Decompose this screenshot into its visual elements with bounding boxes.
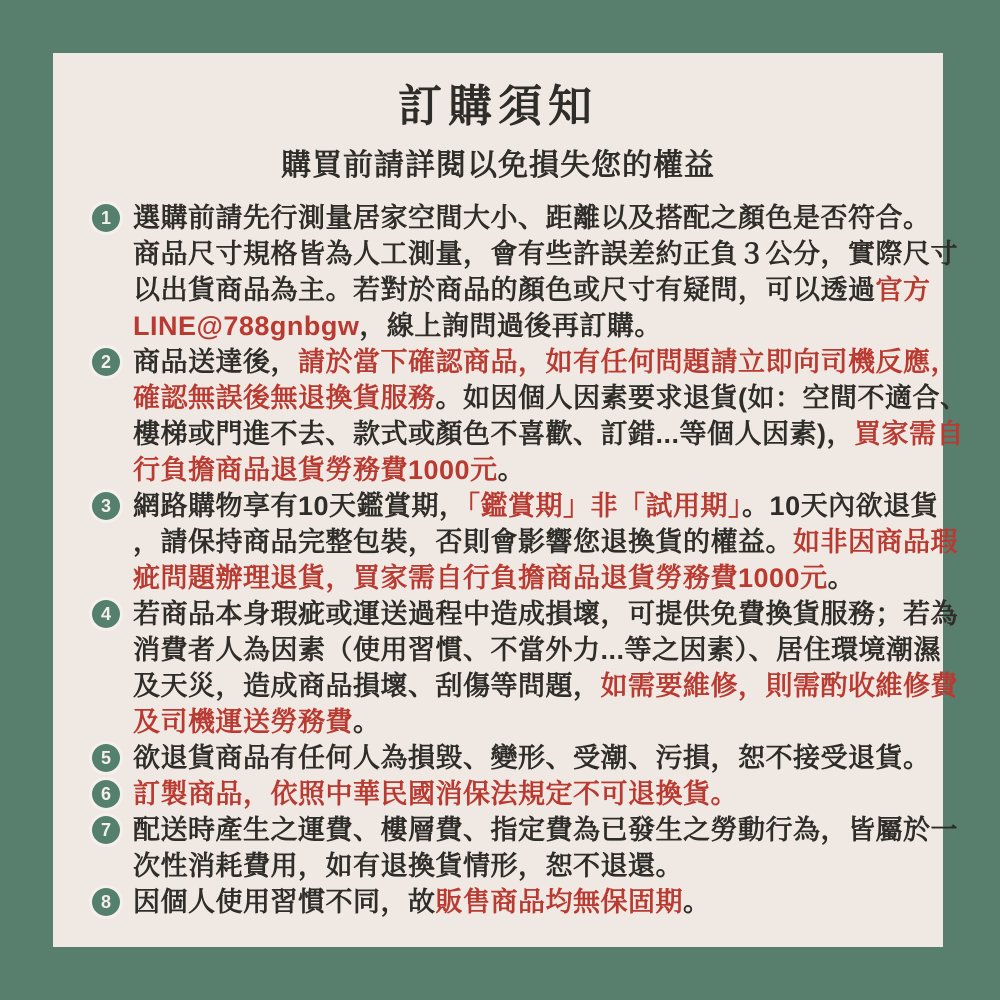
notice-text-line [133, 308, 943, 344]
notice-text-line [133, 452, 943, 488]
notice-text-line [133, 848, 943, 884]
notice-text-line [133, 236, 958, 272]
body-text: 商品送達後， [133, 347, 298, 377]
body-text: 選購前請先行測量居家空間大小、距離以及搭配之顏色是否符合。 [133, 203, 931, 233]
notice-text-line [133, 524, 958, 560]
highlighted-text: 販售商品均無保固期 [435, 887, 683, 917]
notice-item-5 [53, 740, 943, 776]
item-number-badge: 6 [92, 780, 120, 808]
highlighted-text: 及司機運送勞務費 [133, 707, 353, 737]
notice-text-line [133, 704, 943, 740]
notice-text-line [133, 560, 943, 596]
body-text: ，線上詢問過後再訂購。 [359, 311, 662, 341]
notice-text-line [133, 272, 943, 308]
notice-item-3 [53, 488, 958, 596]
notice-item-1 [53, 200, 958, 344]
notice-text-line [133, 416, 964, 452]
notice-text-line [133, 488, 943, 524]
body-text: 。如因個人因素要求退貨(如：空間不適合、 [435, 383, 968, 413]
highlighted-text: 訂製商品，依照中華民國消保法規定不可退換貨。 [133, 779, 738, 809]
body-text: 以出貨商品為主。若對於商品的顏色或尺寸有疑問，可以透過 [133, 275, 876, 305]
highlighted-text: 買家需自 [854, 419, 964, 449]
highlighted-text: 確認無誤後無退換貨服務 [133, 383, 436, 413]
notice-text-line [133, 632, 943, 668]
page-subtitle: 購買前請詳閱以免損失您的權益 [281, 149, 715, 182]
notice-text-line [133, 380, 968, 416]
body-text: 。 [827, 563, 856, 593]
highlighted-text: 如非因商品瑕 [793, 527, 958, 557]
notice-text-line [133, 812, 958, 848]
body-text: 配送時產生之運費、樓層費、指定費為已發生之勞動行為，皆屬於一 [133, 815, 958, 845]
body-text: 。 [683, 887, 711, 917]
item-number-badge: 3 [92, 492, 120, 520]
notice-text-line [133, 776, 943, 812]
item-number-badge: 2 [92, 348, 120, 376]
item-number-badge: 7 [92, 816, 120, 844]
page-title: 訂購須知 [398, 82, 598, 131]
highlighted-text: LINE@788gnbgw [133, 311, 360, 341]
body-text: 商品尺寸規格皆為人工測量，會有些許誤差約正負３公分，實際尺寸 [133, 239, 958, 269]
notice-text-line [133, 884, 943, 920]
notice-text-line [133, 344, 958, 380]
body-text: 因個人使用習慣不同，故 [133, 887, 436, 917]
notice-item-6 [53, 776, 943, 812]
item-number-badge: 8 [92, 888, 120, 916]
body-text: 網路購物享有10天鑑賞期， [133, 491, 467, 521]
highlighted-text: 請於當下確認商品，如有任何問題請立即向司機反應， [298, 347, 958, 377]
highlighted-text: 如需要維修，則需酌收維修費 [600, 671, 958, 701]
body-text: 及天災，造成商品損壞、刮傷等問題， [133, 671, 601, 701]
body-text: 欲退貨商品有任何人為損毀、變形、受潮、污損，恕不接受退貨。 [133, 743, 931, 773]
body-text: 消費者人為因素（使用習慣、不當外力...等之因素）、居住環境潮濕 [133, 635, 942, 665]
notice-card [53, 53, 968, 947]
item-number-badge: 5 [92, 744, 120, 772]
body-text: 次性消耗費用，如有退換貨情形，恕不退還。 [133, 851, 683, 881]
item-number-badge: 1 [92, 204, 120, 232]
body-text: 。10天內欲退貨 [742, 491, 939, 521]
body-text: 若商品本身瑕疵或運送過程中造成損壞，可提供免費換貨服務；若為 [133, 599, 958, 629]
body-text: ，請保持商品完整包裝，否則會影響您退換貨的權益。 [133, 527, 793, 557]
notice-text-line [133, 596, 958, 632]
notice-item-4 [53, 596, 958, 740]
notice-item-8 [53, 884, 943, 920]
body-text: 。 [497, 455, 526, 485]
highlighted-text: 「鑑賞期」非「試用期」 [466, 491, 743, 521]
highlighted-text: 官方 [875, 275, 931, 305]
highlighted-text: 行負擔商品退貨勞務費1000元 [133, 455, 498, 485]
notice-list [53, 200, 968, 920]
body-text: 。 [353, 707, 381, 737]
notice-text-line [133, 740, 943, 776]
notice-text-line [133, 668, 958, 704]
highlighted-text: 疵問題辦理退貨，買家需自行負擔商品退貨勞務費1000元 [133, 563, 828, 593]
item-number-badge: 4 [92, 600, 120, 628]
notice-item-2 [53, 344, 968, 488]
body-text: 樓梯或門進不去、款式或顏色不喜歡、訂錯...等個人因素)， [133, 419, 854, 449]
notice-item-7 [53, 812, 958, 884]
notice-text-line [133, 200, 943, 236]
